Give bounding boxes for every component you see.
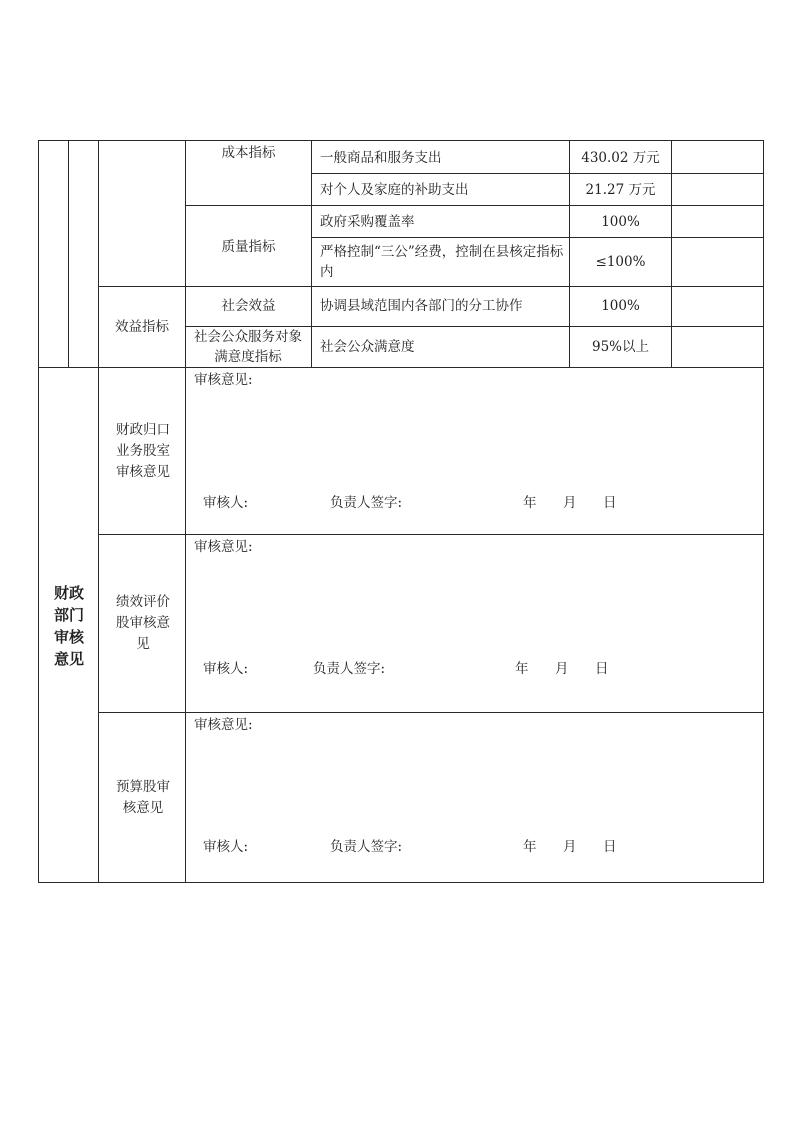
section-1-month: 月 <box>563 495 577 511</box>
section-2-unit: 绩效评价股审核意见 <box>116 594 170 652</box>
table-border-left <box>38 140 39 883</box>
col-divider <box>98 140 99 883</box>
section-3-opinion-label: 审核意见: <box>194 717 253 733</box>
section-3-day: 日 <box>603 839 617 855</box>
satisfaction-value: 95%以上 <box>591 339 649 355</box>
quality-indicator-label: 质量指标 <box>221 239 276 255</box>
social-benefit-label: 社会效益 <box>221 298 276 314</box>
section-2-year: 年 <box>515 661 529 677</box>
table-border-bottom <box>38 882 764 883</box>
row-divider <box>185 205 764 206</box>
cost-item-2: 对个人及家庭的补助支出 <box>320 182 469 198</box>
cost-item-1: 一般商品和服务支出 <box>320 150 442 166</box>
table-border-right <box>763 140 764 883</box>
cost-indicator-label: 成本指标 <box>221 145 276 161</box>
social-benefit-item: 协调县域范围内各部门的分工协作 <box>320 298 523 314</box>
section-2-reviewer: 审核人: <box>203 661 249 677</box>
section-1-unit: 财政归口业务股室审核意见 <box>116 422 170 480</box>
cost-value-1: 430.02 万元 <box>581 150 660 166</box>
section-3-month: 月 <box>563 839 577 855</box>
section-divider <box>98 712 764 713</box>
section-1-opinion-label: 审核意见: <box>194 372 253 388</box>
quality-item-1: 政府采购覆盖率 <box>320 214 415 230</box>
row-divider <box>311 237 764 238</box>
benefit-indicator-label: 效益指标 <box>115 319 169 335</box>
row-divider <box>311 173 764 174</box>
col-divider <box>68 140 69 367</box>
section-3-reviewer: 审核人: <box>203 839 249 855</box>
quality-value-1: 100% <box>601 214 640 230</box>
section-divider <box>38 367 764 368</box>
section-2-day: 日 <box>595 661 609 677</box>
section-2-signer: 负责人签字: <box>313 661 386 677</box>
cost-value-2: 21.27 万元 <box>585 182 656 198</box>
social-benefit-value: 100% <box>601 298 640 314</box>
row-divider <box>98 286 764 287</box>
section-3-signer: 负责人签字: <box>330 839 403 855</box>
section-1-reviewer: 审核人: <box>203 495 249 511</box>
table-border-top <box>38 140 764 141</box>
satisfaction-item: 社会公众满意度 <box>320 339 415 355</box>
section-1-year: 年 <box>523 495 537 511</box>
satisfaction-indicator-label: 社会公众服务对象满意度指标 <box>194 329 302 365</box>
section-3-unit: 预算股审核意见 <box>116 779 170 816</box>
quality-value-2: ≤100% <box>595 254 646 270</box>
section-3-year: 年 <box>523 839 537 855</box>
section-divider <box>98 534 764 535</box>
section-2-month: 月 <box>555 661 569 677</box>
quality-item-2: 严格控制“三公”经费，控制在县核定指标内 <box>320 244 564 280</box>
section-1-day: 日 <box>603 495 617 511</box>
section-1-signer: 负责人签字: <box>330 495 403 511</box>
section-2-opinion-label: 审核意见: <box>194 539 253 555</box>
col-divider <box>311 140 312 367</box>
col-divider <box>671 140 672 367</box>
finance-department-label: 财政部门审核意见 <box>53 584 84 668</box>
